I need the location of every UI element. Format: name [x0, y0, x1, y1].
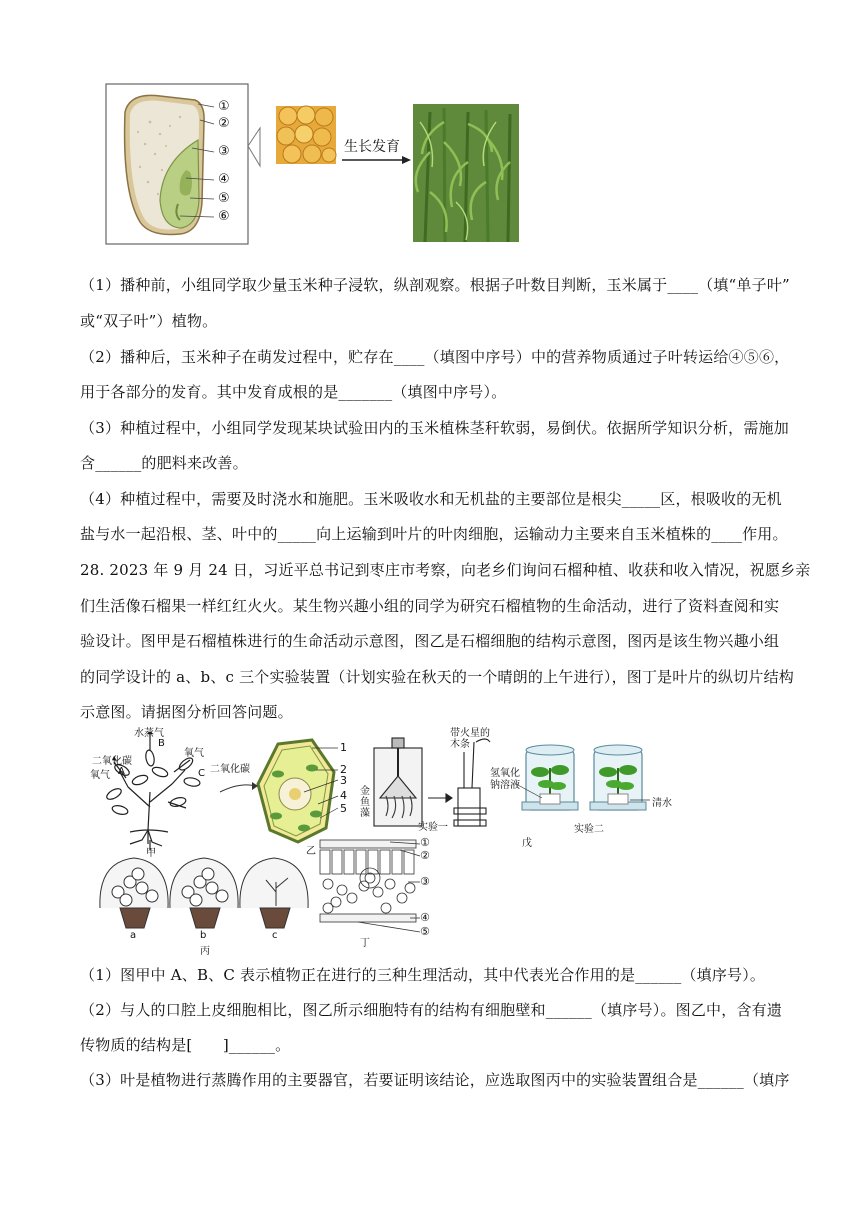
exp1-fish-label: 金鱼藻 [360, 786, 370, 819]
q4-line-1: （4）种植过程中，需要及时浇水和施肥。玉米吸收水和无机盐的主要部位是根尖_____区，根吸收的无机 [80, 490, 782, 508]
exp2-naoh-label: 氢氧化钠溶液 [490, 768, 520, 791]
jia-water-vapor-label: 水蒸气 [134, 728, 164, 739]
exp2-water-label: 清水 [652, 798, 672, 809]
bing-caption: 丙 [200, 946, 210, 957]
seed-marker-6: ⑥ [218, 209, 230, 224]
jia-o2-left-label: 氧气 [90, 770, 110, 781]
q1-line-1: （1）播种前，小组同学取少量玉米种子浸软，纵剖观察。根据子叶数目判断，玉米属于____（填“单子叶” [80, 276, 790, 294]
ding-num-3: ③ [420, 875, 430, 888]
bing-b-label: b [200, 930, 207, 941]
seed-marker-5: ⑤ [218, 191, 230, 206]
yi-num-5: 5 [340, 802, 347, 815]
pomegranate-figure [90, 728, 710, 957]
jia-co2-right-label: 二氧化碳 [210, 764, 250, 775]
jia-c-label: C [198, 768, 205, 779]
pomegranate-diagram [90, 732, 710, 957]
corn-seed-figure [100, 82, 530, 247]
yi-caption: 乙 [306, 846, 316, 857]
seed-marker-4: ④ [218, 172, 230, 187]
ding-num-5: ⑤ [420, 925, 430, 938]
ding-num-1: ① [420, 836, 430, 849]
cell-yi [220, 740, 338, 842]
wu-caption: 戊 [522, 838, 532, 849]
q28-line-4: 的同学设计的 a、b、c 三个实验装置（计划实验在秋天的一个晴朗的上午进行），图丁是叶片的纵切片结构 [80, 668, 794, 686]
yi-num-4: 4 [340, 789, 347, 802]
seed-marker-3: ③ [218, 144, 230, 159]
ding-num-4: ④ [420, 911, 430, 924]
bing-c-label: c [272, 930, 278, 941]
jia-b-label: B [158, 738, 165, 749]
q28-2-line-1: （2）与人的口腔上皮细胞相比，图乙所示细胞特有的结构有细胞壁和______（填序号）。图乙中，含有遗 [80, 1001, 783, 1019]
q28-line-1: 28. 2023 年 9 月 24 日，习近平总书记到枣庄市考察，向老乡们询问石榴种植、收获和收入情况，祝愿乡亲 [80, 561, 811, 579]
ding-caption: 丁 [360, 938, 370, 949]
q28-2-line-2: 传物质的结构是[ ]______。 [80, 1036, 291, 1054]
q3-line-2: 含______的肥料来改善。 [80, 454, 248, 472]
q3-line-1: （3）种植过程中，小组同学发现某块试验田内的玉米植株茎秆软弱，易倒伏。依据所学知识分析，需施加 [80, 419, 789, 437]
seed-marker-2: ② [218, 116, 230, 131]
q4-line-2: 盐与水一起沿根、茎、叶中的_____向上运输到叶片的叶肉细胞，运输动力主要来自玉米植株的____作用。 [80, 525, 788, 543]
q1-line-2: 或“双子叶”）植物。 [80, 312, 218, 330]
jia-o2-right-label: 氧气 [184, 748, 204, 759]
q28-1-line: （1）图甲中 A、B、C 表示植物正在进行的三种生理活动，其中代表光合作用的是______（填序号）。 [80, 966, 766, 984]
jia-caption: 甲 [146, 848, 156, 859]
corn-seed-diagram [100, 82, 530, 247]
q2-line-2: 用于各部分的发育。其中发育成根的是_______（填图中序号）。 [80, 383, 507, 401]
q28-line-3: 验设计。图甲是石榴植株进行的生命活动示意图，图乙是石榴细胞的结构示意图，图丙是该生物兴趣小组 [80, 632, 780, 650]
seed-marker-1: ① [218, 99, 230, 114]
experiment-one [374, 738, 490, 826]
yi-num-2: 2 [340, 763, 347, 776]
growth-arrow-label: 生长发育 [344, 139, 400, 155]
leaf-section-ding [320, 840, 420, 932]
experiment-two [516, 745, 650, 810]
yi-num-3: 3 [340, 774, 347, 787]
q28-3-line: （3）叶是植物进行蒸腾作用的主要器官，若要证明该结论，应选取图丙中的实验装置组合是______（填序 [80, 1071, 790, 1089]
jia-a-label: A [118, 766, 125, 777]
q28-line-5: 示意图。请据图分析回答问题。 [80, 703, 293, 721]
ding-num-2: ② [420, 849, 430, 862]
q28-line-2: 们生活像石榴果一样红红火火。某生物兴趣小组的同学为研究石榴植物的生命活动，进行了资料查阅和实 [80, 597, 780, 615]
bing-a-label: a [130, 930, 137, 941]
exp1-caption: 实验一 [418, 822, 448, 833]
exp1-stick-label: 带火星的木条 [450, 728, 490, 750]
setup-bing [100, 858, 308, 928]
yi-num-1: 1 [340, 741, 347, 754]
q2-line-1: （2）播种后，玉米种子在萌发过程中，贮存在____（填图中序号）中的营养物质通过子叶转运给④⑤⑥， [80, 348, 790, 366]
jia-co2-left-label: 二氧化碳 [92, 756, 132, 767]
exp2-caption: 实验二 [574, 824, 604, 835]
